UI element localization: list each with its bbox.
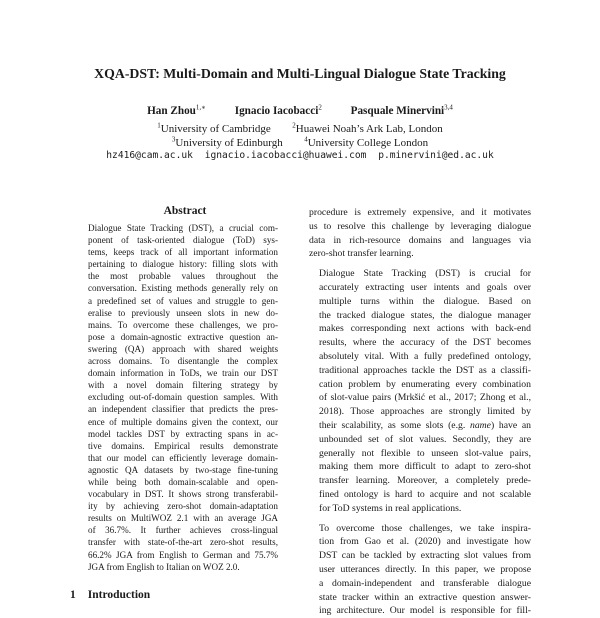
text-line: across domains. To disentangle the complex xyxy=(88,356,278,367)
text-line: ence of multiple domains given the context, our xyxy=(88,416,278,427)
text-line: tems, keeps track of all important information xyxy=(88,247,278,258)
email-3: p.minervini@ed.ac.uk xyxy=(378,150,494,161)
text-line: model tackles DST by extracting spans in ac- xyxy=(88,428,278,439)
affiliation-4: $^4$University College London xyxy=(304,135,429,149)
text-line: the most probable values throughout the xyxy=(88,271,278,282)
affiliation-1: $^1$University of Cambridge xyxy=(157,121,271,135)
text-line: excluding out-of-domain question samples. With xyxy=(88,392,278,403)
text-line: an independent classifier that predicts the pres- xyxy=(88,404,278,415)
text-line: a predefined set of values and struggle to gen- xyxy=(88,295,278,306)
text-line: conversation. Existing methods generally rely on xyxy=(88,283,278,294)
text-line: mains. To overcome these challenges, we pro- xyxy=(88,319,278,330)
text-line: Dialogue State Tracking (DST) is crucial for xyxy=(319,268,531,280)
email-list xyxy=(0,150,600,161)
text-line: swering (QA) approach with shared weights xyxy=(88,343,278,354)
text-line: 66.2% JGA from English to German and 75.7% xyxy=(88,549,278,560)
text-line: zero-shot transfer learning. xyxy=(309,248,414,260)
text-line: data in rich-resource domains and languages via xyxy=(309,234,531,246)
text-line: To overcome those challenges, we take inspira- xyxy=(319,522,531,534)
text-line: a domain-independent and transferable dialogue xyxy=(319,577,531,589)
text-line: multiple turns within the dialogue. Based on xyxy=(319,295,531,307)
text-line: with a novel domain filtering strategy by xyxy=(88,380,278,391)
affiliation-line-1 xyxy=(0,121,600,135)
introduction-heading xyxy=(70,589,150,601)
text-line: transfer with state-of-the-art zero-shot results, xyxy=(88,537,278,548)
author-list xyxy=(0,103,600,117)
text-line: making them more difficult to adapt to zero-shot xyxy=(319,461,531,473)
text-line: pose a domain-agnostic extractive question an- xyxy=(88,331,278,342)
text-line: procedure is extremely expensive, and it motivates xyxy=(309,207,531,218)
text-line: tion from Gao et al. (2020) and investigate how xyxy=(319,536,531,548)
text-line: us to resolve this challenge by leveraging dialogue xyxy=(309,220,531,232)
text-line: vocabulary in DST. It shows strong transferabil- xyxy=(88,489,278,500)
text-line: makes corresponding next actions with back-end xyxy=(319,323,531,335)
text-line: 2018). Those approaches are strongly limited by xyxy=(319,406,531,418)
text-line: agnostic QA datasets by two-stage fine-tuning xyxy=(88,464,278,475)
text-line: accurately extracting user intents and goals over xyxy=(319,281,531,293)
text-line: traditional approaches tackle the DST as a classifi- xyxy=(319,364,531,376)
right-column xyxy=(309,206,531,618)
abstract-body xyxy=(88,222,278,573)
text-line: transfer learning. Moreover, a completely prede- xyxy=(319,475,531,487)
text-line: for ToD systems in real applications. xyxy=(319,502,462,514)
text-line: ity by achieving zero-shot domain-adaptation xyxy=(88,501,278,512)
text-line: fined ontology is hard to acquire and not scalable xyxy=(319,488,531,500)
text-line: of 36.7%. It further achieves cross-lingual xyxy=(88,525,278,536)
text-line: generally not flexible to unseen slot-value pairs, xyxy=(319,447,531,459)
affiliation-line-2 xyxy=(0,135,600,149)
text-line: their scalability, as some slots (e.g. name) have an xyxy=(319,419,531,431)
text-line: eralise to previously unseen slots in new do- xyxy=(88,307,278,318)
section-title: Introduction xyxy=(87,589,151,601)
abstract-heading: Abstract xyxy=(163,205,207,217)
text-line: of slot-value pairs (Mrkšić et al., 2017; Zhong et al., xyxy=(319,392,531,404)
text-line: results, where the accuracy of the DST becomes xyxy=(319,337,531,349)
text-line: pertaining to dialogue history: filling slots with xyxy=(88,259,278,270)
text-line: state tracker within an extractive question answer- xyxy=(319,591,531,603)
affiliation-3: $^3$University of Edinburgh xyxy=(171,135,283,149)
author-1: Han Zhou$^{1,∗}$ xyxy=(147,103,206,117)
text-line: absolutely vital. With a fully predefined ontology, xyxy=(319,350,531,362)
email-1: hz416@cam.ac.uk xyxy=(106,150,193,161)
paragraph-2 xyxy=(309,267,531,515)
text-line: tive domains. Empirical results demonstrate xyxy=(88,440,278,451)
text-line: unbounded set of slot values. Secondly, they are xyxy=(319,433,531,445)
text-line: ponent of task-oriented dialogue (ToD) sys- xyxy=(88,235,278,246)
text-line: user utterances directly. In this paper, we propose xyxy=(319,563,531,575)
section-number: 1 xyxy=(70,589,76,601)
paper-title: XQA-DST: Multi-Domain and Multi-Lingual Dialogue State Tracking xyxy=(94,66,506,81)
affiliation-2: $^2$Huawei Noah’s Ark Lab, London xyxy=(292,121,443,135)
text-line: ing architecture. Our model is responsible for fill- xyxy=(319,605,531,617)
email-2: ignacio.iacobacci@huawei.com xyxy=(204,150,367,161)
text-line: JGA from English to Italian on WOZ 2.0. xyxy=(88,561,240,572)
text-line: the tracked dialogue states, the dialogue manager xyxy=(319,309,531,321)
author-3: Pasquale Minervini$^{3,4}$ xyxy=(350,103,453,117)
text-line: Dialogue State Tracking (DST), a crucial com- xyxy=(88,223,278,233)
text-line: while being both domain-scalable and open- xyxy=(88,476,278,487)
text-line: that our model can efficiently leverage domain- xyxy=(88,452,278,463)
paragraph-3 xyxy=(309,522,531,618)
text-line: results on MultiWOZ 2.1 with an average JGA xyxy=(88,513,278,524)
author-2: Ignacio Iacobacci$^2$ xyxy=(234,103,322,117)
paragraph-1 xyxy=(309,206,531,261)
text-line: DST can be tackled by extracting slot values from xyxy=(319,550,531,562)
text-line: cation problem by enumerating every combination xyxy=(319,378,531,390)
text-line: domain information in ToDs, we train our DST xyxy=(88,368,278,379)
